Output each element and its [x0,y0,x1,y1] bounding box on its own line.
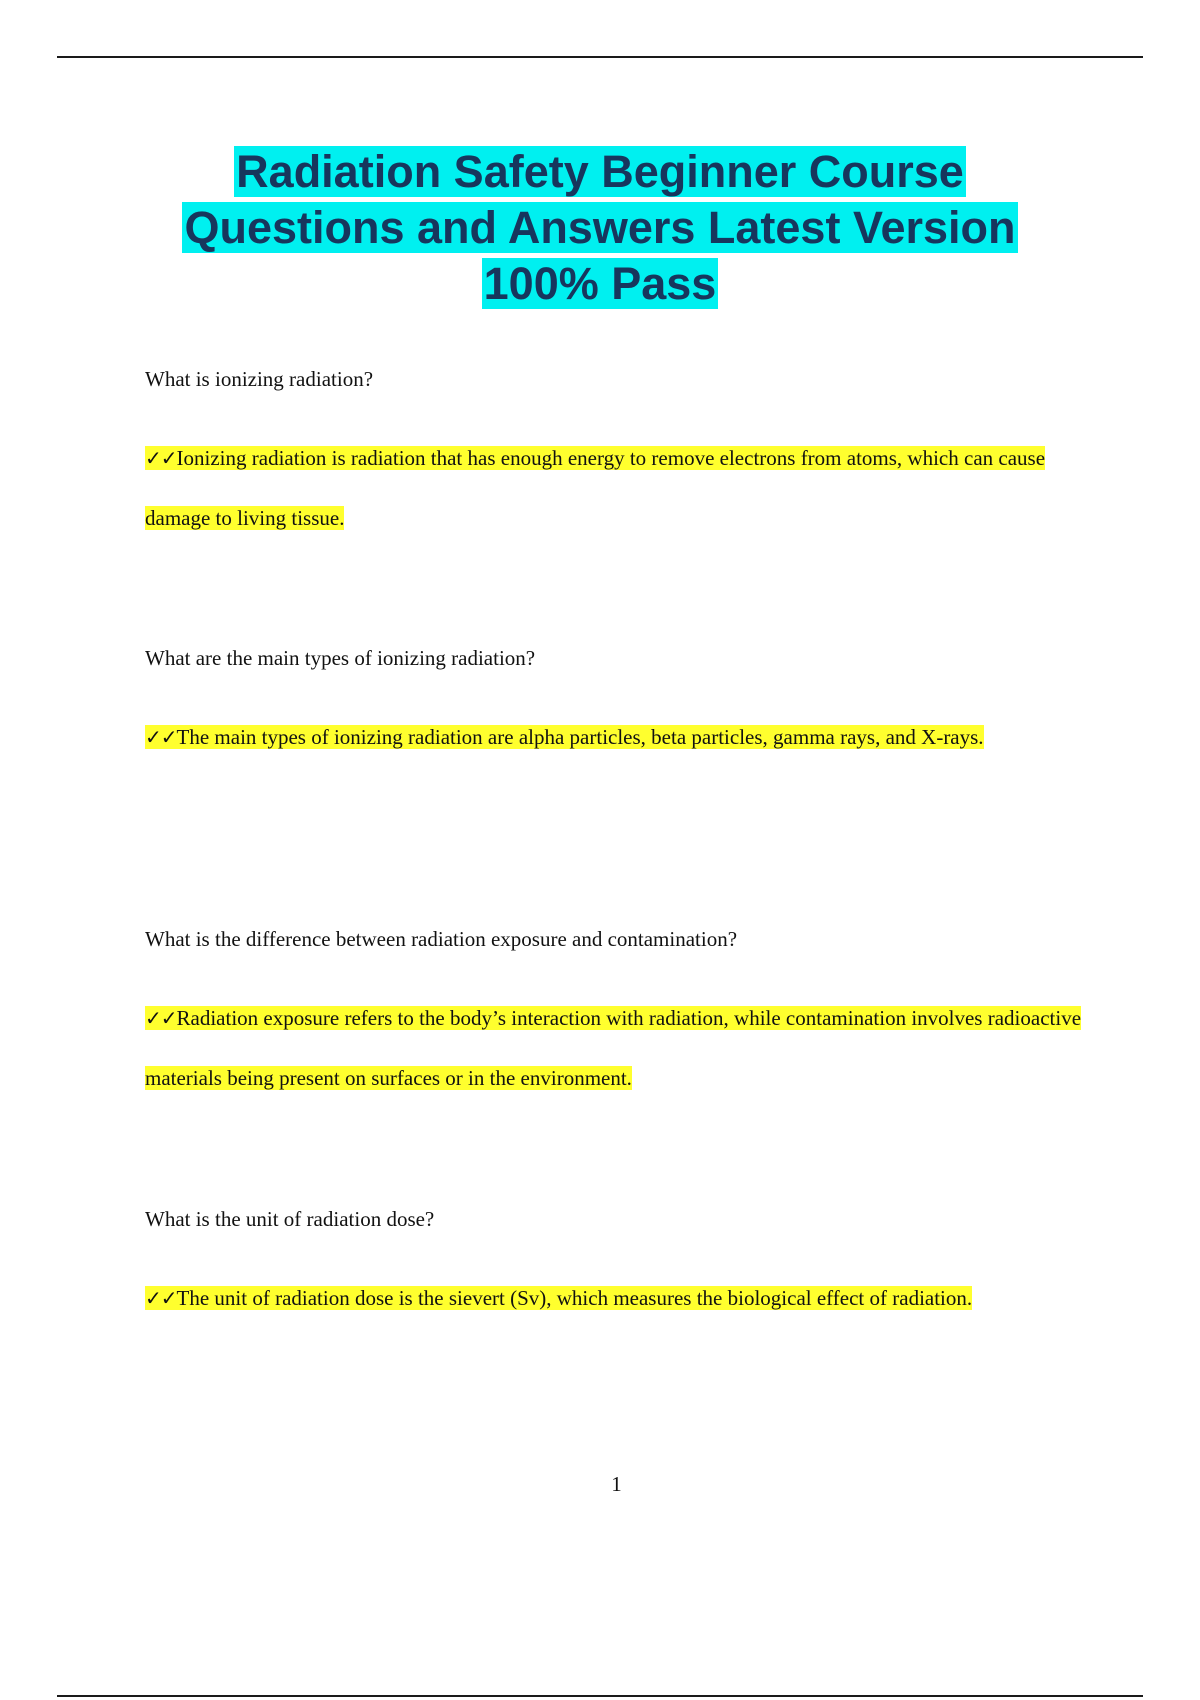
double-check-icon: ✓✓ [145,725,177,749]
answer-highlight [145,1286,972,1310]
double-check-icon: ✓✓ [145,1006,177,1030]
answer-text: Radiation exposure refers to the body’s interaction with radiation, while contamination involves radioactive materials being present on surfaces or in the environment. [145,1006,1082,1090]
answer-text: Ionizing radiation is radiation that has enough energy to remove electrons from atoms, which can cause damage to living tissue. [145,446,1046,530]
answer-block [145,988,1090,1108]
document-title [100,144,1100,312]
answer-text: The main types of ionizing radiation are alpha particles, beta particles, gamma rays, and X-rays. [176,725,984,749]
answer-block [145,1268,1090,1328]
title-line-3: 100% Pass [483,258,717,309]
page-number: 1 [611,1472,622,1496]
footer-rule [57,1695,1143,1697]
double-check-icon: ✓✓ [145,446,177,470]
answer-highlight [145,1006,1081,1090]
question-text: What is the difference between radiation exposure and contamination? [145,927,738,951]
answer-highlight [145,446,1045,530]
title-line-1: Radiation Safety Beginner Course [236,146,964,197]
answer-block [145,707,1090,767]
answer-text: The unit of radiation dose is the sievert (Sv), which measures the biological effect of radiation. [176,1286,973,1310]
answer-block [145,428,1090,548]
answer-highlight [145,725,984,749]
title-line-2: Questions and Answers Latest Version [184,202,1016,253]
question-text: What is the unit of radiation dose? [145,1207,435,1231]
double-check-icon: ✓✓ [145,1286,177,1310]
question-text: What are the main types of ionizing radiation? [145,646,536,670]
header-rule [57,56,1143,58]
question-text: What is ionizing radiation? [145,367,374,391]
